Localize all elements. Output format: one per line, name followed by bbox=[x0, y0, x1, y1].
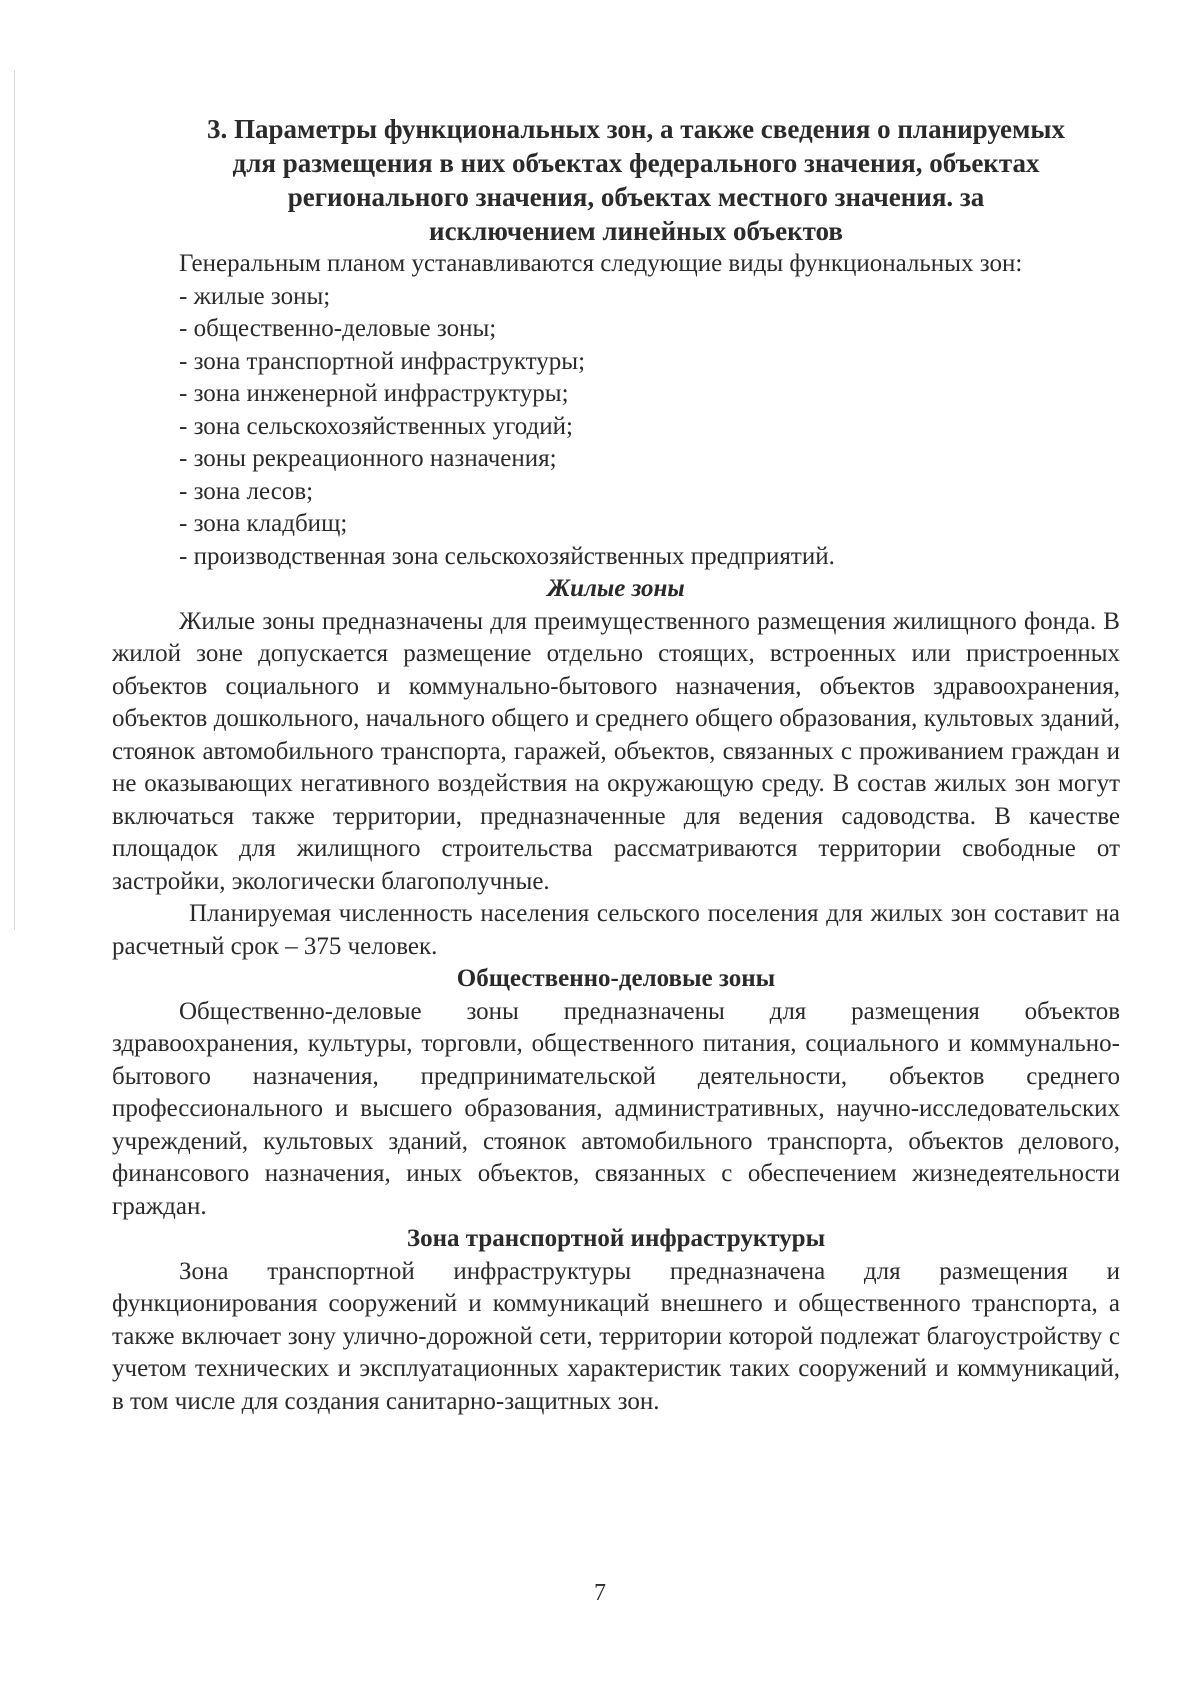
page-number: 7 bbox=[594, 1580, 606, 1606]
residential-zones-title: Жилые зоны bbox=[547, 575, 685, 602]
public-business-zones-paragraph: Общественно-деловые зоны предназначены для размещения объектов здравоохранения, культуры, торговли, общественного питания, социального и коммунально-бытового назначения, предпринимательской деятельности, объектов среднего профессионального и высшего образования, административных, научно-исследовательских учреждений, культовых зданий, стоянок автомобильного транспорта, объектов делового, финансового назначения, иных объектов, связанных с обеспечением жизнедеятельности граждан. bbox=[112, 997, 1120, 1220]
transport-zone-paragraph: Зона транспортной инфраструктуры предназначена для размещения и функционирования сооружений и коммуникаций внешнего и общественного транспорта, а также включает зону улично-дорожной сети, территории которой подлежат благоустройству с учетом технических и эксплуатационных характеристик таких сооружений и коммуникаций, в том числе для создания санитарно-защитных зон. bbox=[112, 1257, 1120, 1415]
list-item: - зона кладбищ; bbox=[179, 510, 348, 537]
list-item: - жилые зоны; bbox=[179, 282, 331, 310]
list-item: - зона лесов; bbox=[179, 477, 314, 505]
section-heading-line-4: исключением линейных объектов bbox=[429, 216, 843, 246]
public-business-zones-title: Общественно-деловые зоны bbox=[456, 965, 776, 992]
list-item: - зона транспортной инфраструктуры; bbox=[179, 347, 586, 375]
list-item: - производственная зона сельскохозяйственных предприятий. bbox=[179, 542, 835, 570]
list-item: - зоны рекреационного назначения; bbox=[179, 445, 557, 472]
section-heading-line-3: регионального значения, объектах местного значения. за bbox=[287, 182, 985, 212]
list-item: - общественно-деловые зоны; bbox=[179, 315, 497, 342]
list-item: - зона сельскохозяйственных угодий; bbox=[179, 412, 573, 440]
section-heading-line-2: для размещения в них объектах федерального значения, объектах bbox=[232, 148, 1040, 178]
list-item: - зона инженерной инфраструктуры; bbox=[179, 380, 569, 407]
population-paragraph: Планируемая численность населения сельского поселения для жилых зон составит на расчетный срок – 375 человек. bbox=[112, 900, 1120, 960]
transport-zone-title: Зона транспортной инфраструктуры bbox=[406, 1225, 826, 1252]
intro-paragraph: Генеральным планом устанавливаются следующие виды функциональных зон: bbox=[179, 250, 1023, 277]
section-heading-line-1: Параметры функциональных зон, а также сведения о планируемых bbox=[234, 114, 1065, 144]
residential-zones-paragraph: Жилые зоны предназначены для преимущественного размещения жилищного фонда. В жилой зоне допускается размещение отдельно стоящих, встроенных или пристроенных объектов социального и коммунально-бытового назначения, объектов здравоохранения, объектов дошкольного, начального общего и среднего общего образования, культовых зданий, стоянок автомобильного транспорта, гаражей, объектов, связанных с проживанием граждан и не оказывающих негативного воздействия на окружающую среду. В состав жилых зон могут включаться также территории, предназначенные для ведения садоводства. В качестве площадок для жилищного строительства рассматриваются территории свободные от застройки, экологически благополучные. bbox=[112, 607, 1120, 895]
section-number: 3. bbox=[207, 114, 228, 144]
scan-edge-line bbox=[14, 70, 15, 930]
zones-list bbox=[112, 281, 1120, 574]
page-content bbox=[112, 112, 1120, 1418]
section-heading bbox=[112, 112, 1120, 248]
